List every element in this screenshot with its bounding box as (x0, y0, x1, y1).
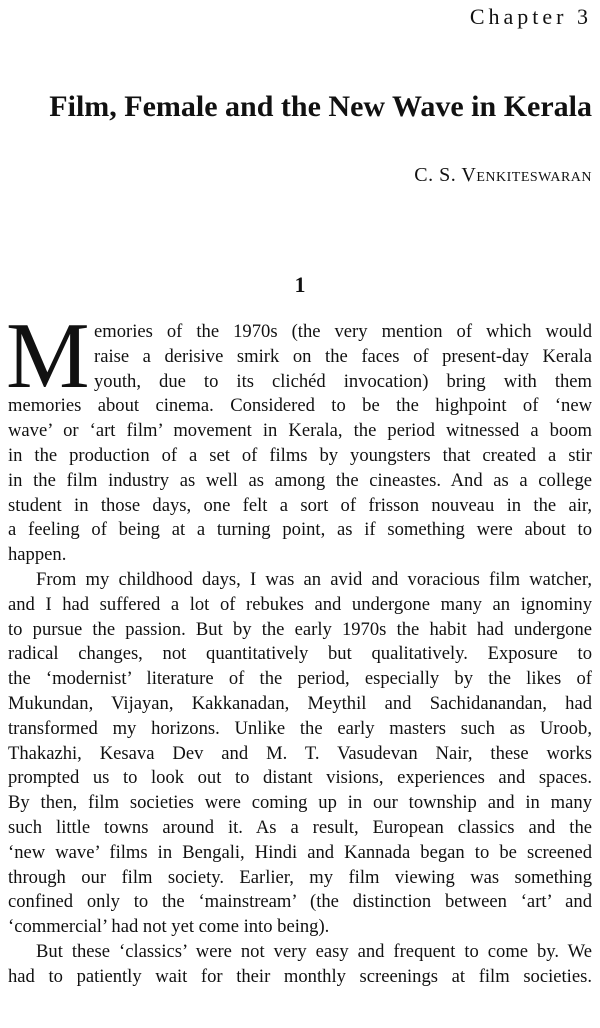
text-line: confined only to the ‘mainstream’ (the distinction between ‘art’ and (8, 891, 592, 913)
chapter-label: Chapter 3 (469, 4, 592, 29)
paragraph (8, 940, 592, 990)
text-line: such little towns around it. As a result, European classics and the (8, 816, 592, 838)
text-line: By then, film societies were coming up in our township and in many (8, 792, 592, 814)
author-name: C. S. Venkiteswaran (414, 164, 592, 186)
text-line: memories about cinema. Considered to be the highpoint of ‘new (8, 395, 592, 417)
section-number: 1 (294, 272, 306, 297)
text-line: wave’ or ‘art film’ movement in Kerala, the period witnessed a boom (8, 420, 592, 442)
text-line: to pursue the passion. But by the early 1970s the habit had undergone (8, 618, 592, 640)
text-line: emories of the 1970s (the very mention of which would (94, 321, 592, 342)
text-line: But these ‘classics’ were not very easy and frequent to come by. We (36, 940, 592, 962)
text-line: happen. (8, 544, 67, 566)
text-line: Thakazhi, Kesava Dev and M. T. Vasudevan Nair, these works (8, 742, 592, 764)
text-line: youth, due to its clichéd invocation) bring with them (94, 370, 592, 392)
book-page (8, 0, 592, 1028)
text-line: radical changes, not quantitatively but qualitatively. Exposure to (8, 643, 592, 665)
text-line: ‘commercial’ had not yet come into being). (8, 916, 330, 938)
text-line: a feeling of being at a turning point, as if something were about to (8, 519, 592, 541)
text-line: raise a derisive smirk on the faces of present-day Kerala (94, 345, 592, 367)
drop-cap: M (6, 304, 90, 408)
text-line: transformed my horizons. Unlike the early masters such as Uroob, (8, 717, 592, 739)
text-line: through our film society. Earlier, my film viewing was something (8, 866, 592, 888)
paragraph (8, 320, 592, 568)
text-line: From my childhood days, I was an avid and voracious film watcher, (36, 568, 592, 590)
text-line: student in those days, one felt a sort of frisson nouveau in the air, (8, 494, 592, 516)
text-line: ‘new wave’ films in Bengali, Hindi and Kannada began to be screened (8, 841, 592, 863)
chapter-title: Film, Female and the New Wave in Kerala (49, 90, 592, 123)
text-line: in the film industry as well as among the cineastes. And as a college (8, 469, 592, 491)
body-text (6, 304, 592, 990)
text-line: Mukundan, Vijayan, Kakkanadan, Meythil and Sachidanandan, had (8, 692, 592, 714)
text-line: prompted us to look out to distant visions, experiences and spaces. (8, 767, 592, 789)
paragraphs-container (6, 304, 592, 990)
text-line: in the production of a set of films by youngsters that created a stir (8, 444, 592, 466)
text-line: the ‘modernist’ literature of the period, especially by the likes of (8, 668, 592, 690)
paragraph (8, 568, 592, 940)
text-line: had to patiently wait for their monthly screenings at film societies. (8, 965, 592, 987)
text-line: and I had suffered a lot of rebukes and undergone many an ignominy (8, 593, 592, 615)
